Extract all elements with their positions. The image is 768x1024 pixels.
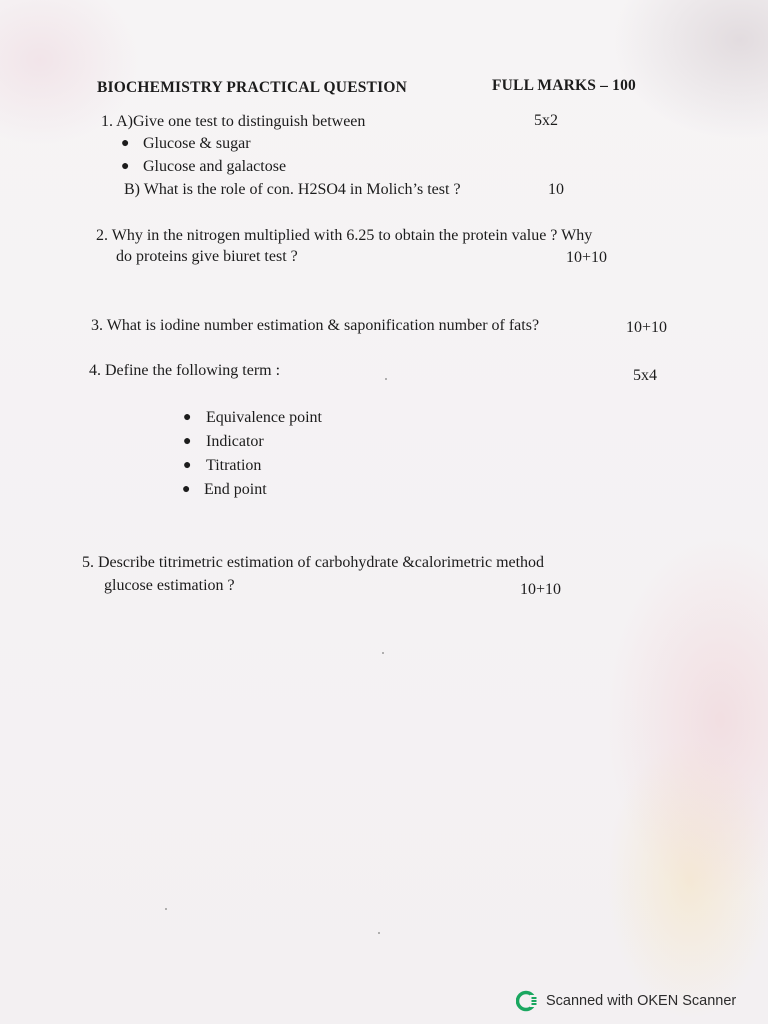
question-2-text-cont: do proteins give biuret test ? <box>116 248 298 265</box>
scanner-watermark <box>516 989 736 1013</box>
question-2-marks: 10+10 <box>566 249 608 266</box>
question-5-text-cont: glucose estimation ? <box>104 577 235 594</box>
question-1b-text: B) What is the role of con. H2SO4 in Molich’s test ? <box>124 181 461 198</box>
scanner-watermark-text: Scanned with OKEN Scanner <box>546 993 737 1009</box>
scan-speck <box>165 908 167 910</box>
question-4-bullet: Indicator <box>206 433 264 450</box>
scan-speck <box>382 652 384 654</box>
question-1-text: 1. A)Give one test to distinguish between <box>101 113 366 130</box>
question-3-text: 3. What is iodine number estimation & saponification number of fats? <box>91 317 540 334</box>
question-4-bullet: Equivalence point <box>206 409 322 426</box>
question-1-bullet: Glucose and galactose <box>143 158 287 175</box>
page-title: BIOCHEMISTRY PRACTICAL QUESTION <box>97 79 407 96</box>
question-5-text: 5. Describe titrimetric estimation of carbohydrate &calorimetric method <box>82 554 545 571</box>
question-2-text: 2. Why in the nitrogen multiplied with 6.25 to obtain the protein value ? Why <box>96 227 593 244</box>
bullet-icon: ● <box>183 458 192 473</box>
full-marks: FULL MARKS – 100 <box>492 77 637 94</box>
question-4-bullet: End point <box>204 481 267 498</box>
bullet-icon: ● <box>121 136 130 151</box>
question-1-marks: 5x2 <box>534 112 558 129</box>
question-1b-marks: 10 <box>548 181 564 198</box>
bullet-icon: ● <box>121 159 130 174</box>
question-3-marks: 10+10 <box>626 319 668 336</box>
scan-speck <box>385 378 387 380</box>
question-4-marks: 5x4 <box>633 367 657 384</box>
bullet-icon: ● <box>183 434 192 449</box>
question-5-marks: 10+10 <box>520 581 562 598</box>
scan-speck <box>378 932 380 934</box>
oken-scanner-icon <box>516 990 538 1012</box>
question-4-bullet: Titration <box>206 457 262 474</box>
question-1-bullet: Glucose & sugar <box>143 135 251 152</box>
question-4-text: 4. Define the following term : <box>89 362 281 379</box>
bullet-icon: ● <box>183 410 192 425</box>
bullet-icon: ● <box>182 482 191 497</box>
